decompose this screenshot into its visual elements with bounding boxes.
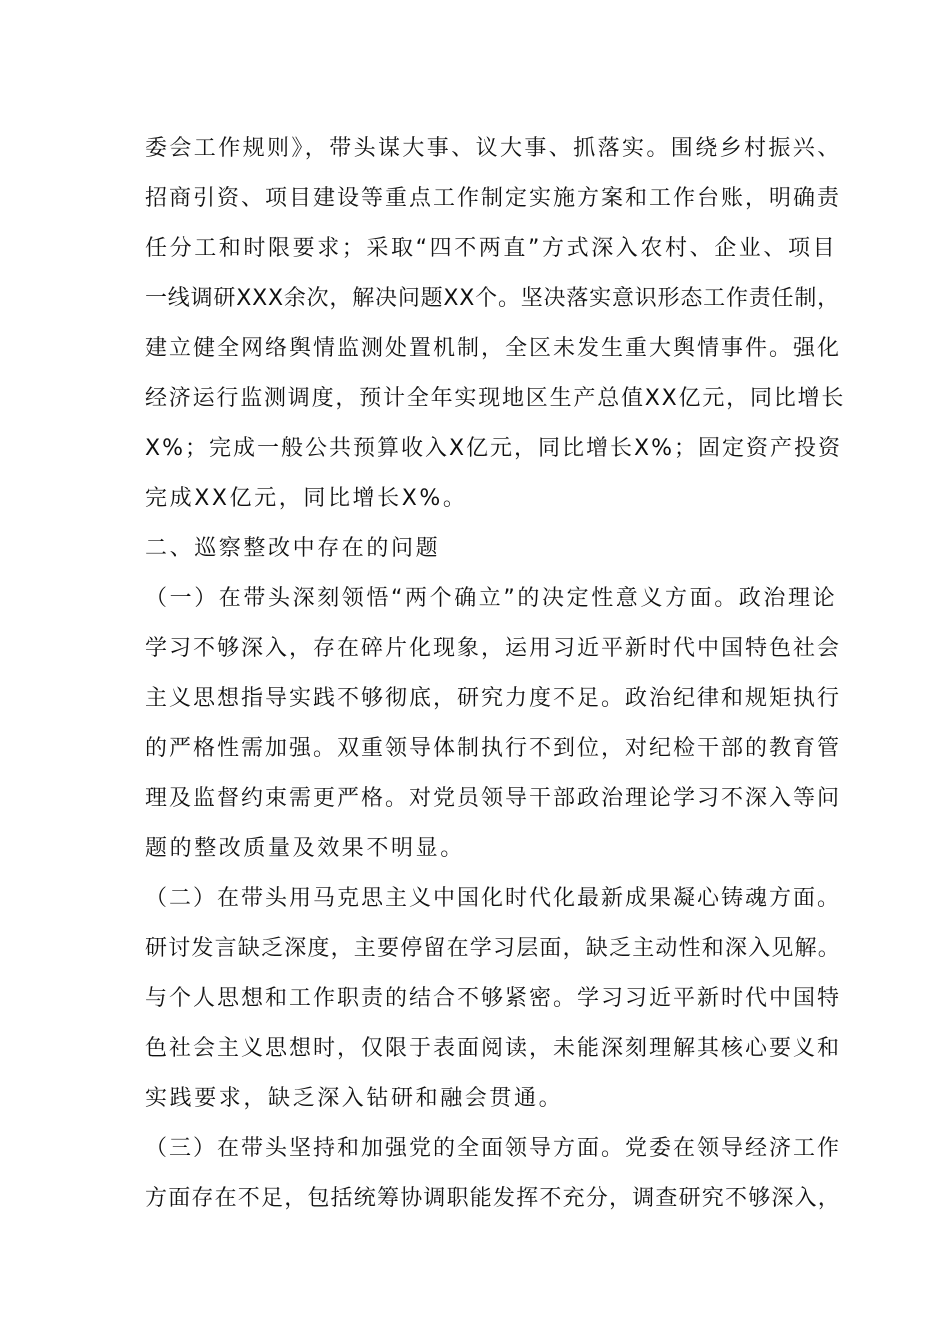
- text-line: 主义思想指导实践不够彻底，研究力度不足。政治纪律和规矩执行: [145, 686, 842, 711]
- text-line: 色社会主义思想时，仅限于表面阅读，未能深刻理解其核心要义和: [145, 1036, 842, 1061]
- text-line: 的严格性需加强。双重领导体制执行不到位，对纪检干部的教育管: [145, 736, 842, 761]
- text-line: （一）在带头深刻领悟“两个确立”的决定性意义方面。政治理论: [145, 586, 838, 611]
- text-line: 与个人思想和工作职责的结合不够紧密。学习习近平新时代中国特: [145, 986, 842, 1011]
- text-line: 实践要求，缺乏深入钻研和融会贯通。: [145, 1086, 564, 1111]
- text-line: 学习不够深入，存在碎片化现象，运用习近平新时代中国特色社会: [145, 636, 842, 661]
- text-line: （三）在带头坚持和加强党的全面领导方面。党委在领导经济工作: [145, 1136, 842, 1161]
- text-line: 一线调研XXX余次，解决问题XX个。坚决落实意识形态工作责任制，: [145, 286, 840, 311]
- text-line: 招商引资、项目建设等重点工作制定实施方案和工作台账，明确责: [145, 186, 842, 211]
- text-line: X%；完成一般公共预算收入X亿元，同比增长X%；固定资产投资: [145, 436, 843, 461]
- section-heading: 二、巡察整改中存在的问题: [145, 536, 441, 561]
- text-line: 理及监督约束需更严格。对党员领导干部政治理论学习不深入等问: [145, 786, 842, 811]
- text-line: 题的整改质量及效果不明显。: [145, 836, 465, 861]
- text-line: （二）在带头用马克思主义中国化时代化最新成果凝心铸魂方面。: [145, 886, 842, 911]
- text-line: 委会工作规则》，带头谋大事、议大事、抓落实。围绕乡村振兴、: [145, 136, 842, 161]
- text-line: 经济运行监测调度，预计全年实现地区生产总值XX亿元，同比增长: [145, 386, 846, 411]
- text-line: 完成XX亿元，同比增长X%。: [145, 486, 468, 511]
- text-line: 任分工和时限要求；采取“四不两直”方式深入农村、企业、项目: [145, 236, 838, 261]
- text-line: 研讨发言缺乏深度，主要停留在学习层面，缺乏主动性和深入见解。: [145, 936, 842, 961]
- text-line: 建立健全网络舆情监测处置机制，全区未发生重大舆情事件。强化: [145, 336, 842, 361]
- text-line: 方面存在不足，包括统筹协调职能发挥不充分，调查研究不够深入，: [145, 1186, 842, 1211]
